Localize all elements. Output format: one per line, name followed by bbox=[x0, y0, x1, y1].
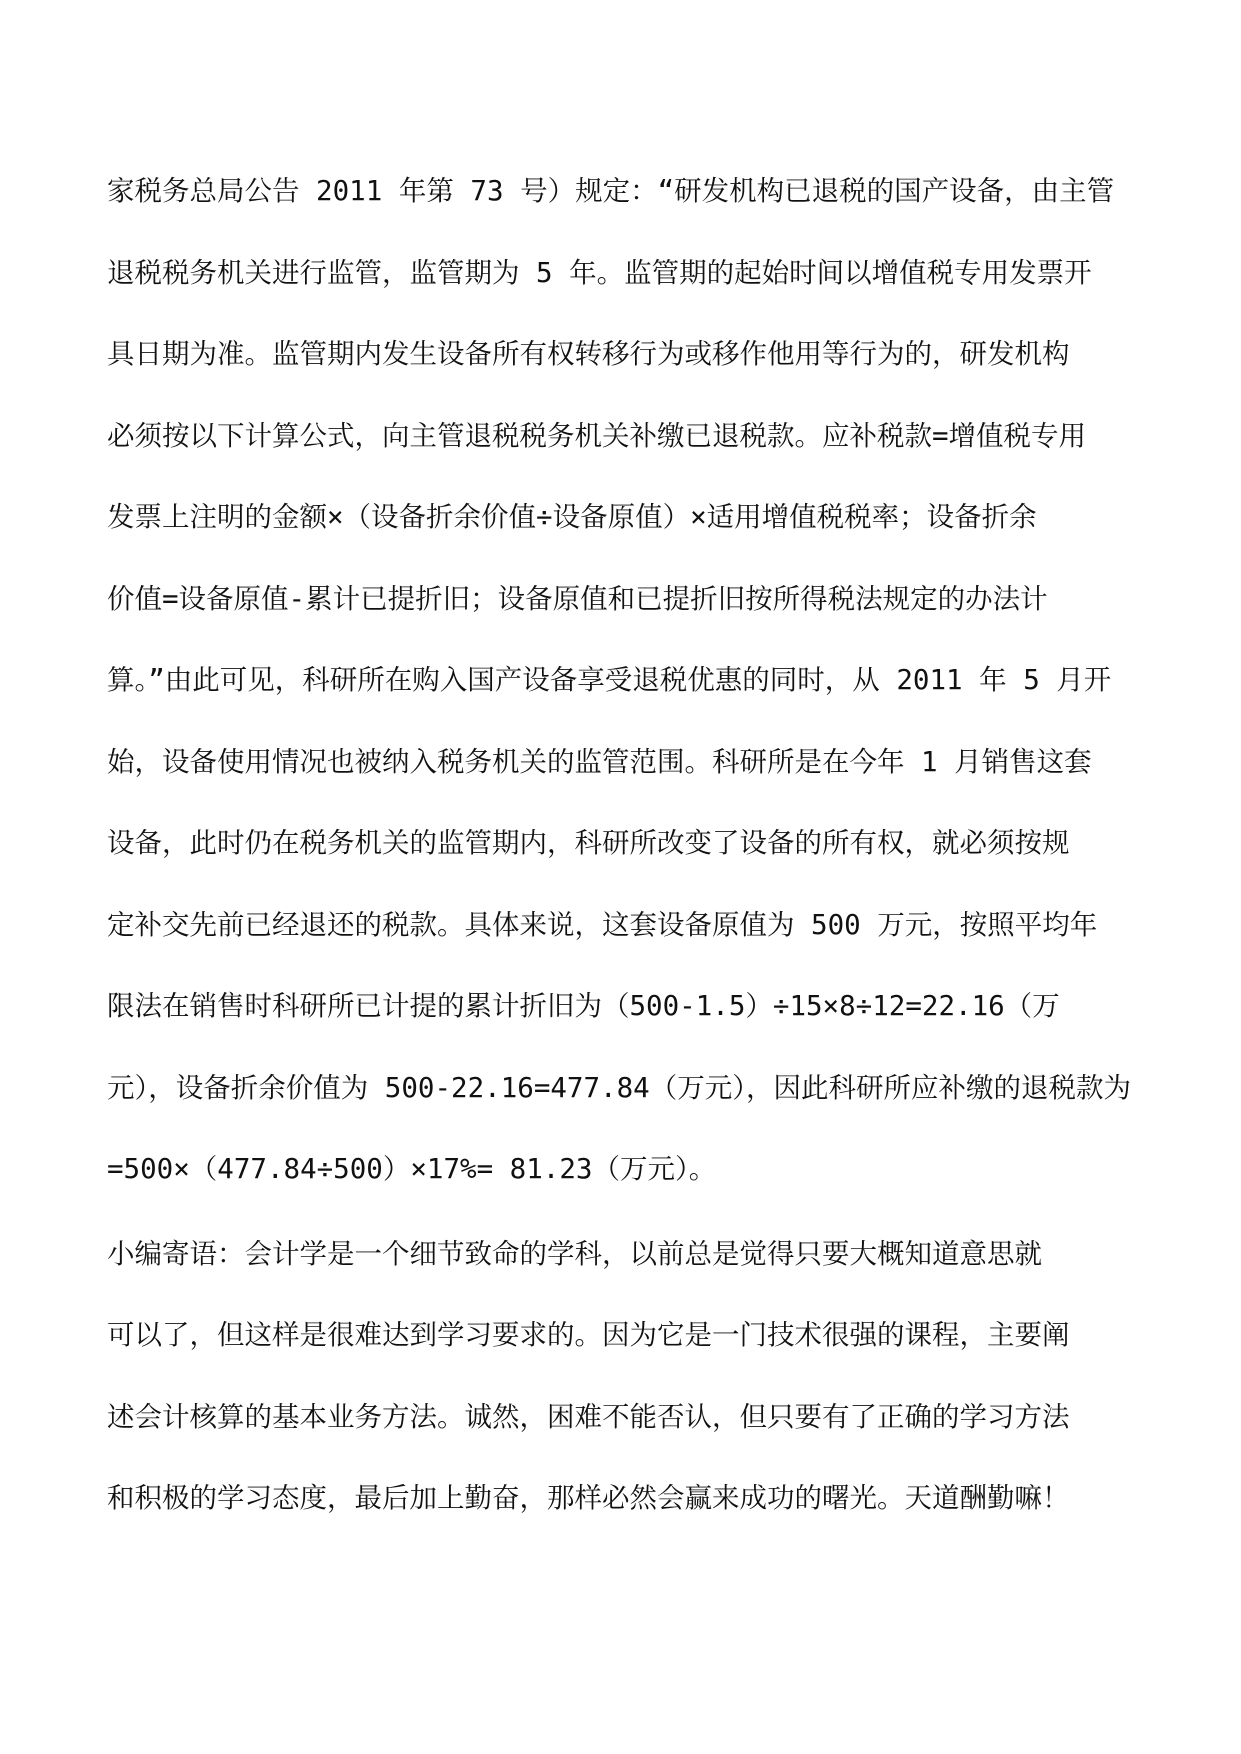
text-line: 定补交先前已经退还的税款。具体来说，这套设备原值为 500 万元，按照平均年 bbox=[107, 908, 1098, 941]
text-line: 算。”由此可见，科研所在购入国产设备享受退税优惠的同时，从 2011 年 5 月开 bbox=[107, 664, 1112, 696]
text-line: 可以了，但这样是很难达到学习要求的。因为它是一门技术很强的课程，主要阐 bbox=[107, 1319, 1070, 1351]
text-line: 家税务总局公告 2011 年第 73 号）规定：“研发机构已退税的国产设备，由主管 bbox=[107, 175, 1115, 207]
text-line: 元），设备折余价值为 500-22.16=477.84（万元），因此科研所应补缴的退税款为 bbox=[107, 1071, 1131, 1104]
text-line: 限法在销售时科研所已计提的累计折旧为（500-1.5）÷15×8÷12=22.16（万 bbox=[107, 990, 1060, 1022]
paragraph-start-line: 小编寄语：会计学是一个细节致命的学科，以前总是觉得只要大概知道意思就 bbox=[107, 1237, 1042, 1270]
text-line: 发票上注明的金额×（设备折余价值÷设备原值）×适用增值税税率；设备折余 bbox=[107, 501, 1037, 533]
text-line: 述会计核算的基本业务方法。诚然，困难不能否认，但只要有了正确的学习方法 bbox=[107, 1400, 1070, 1433]
text-line: 价值=设备原值-累计已提折旧；设备原值和已提折旧按所得税法规定的办法计 bbox=[107, 582, 1048, 615]
text-line: =500×（477.84÷500）×17%= 81.23（万元）。 bbox=[107, 1153, 717, 1185]
text-line: 具日期为准。监管期内发生设备所有权转移行为或移作他用等行为的，研发机构 bbox=[107, 338, 1070, 370]
text-line: 必须按以下计算公式，向主管退税税务机关补缴已退税款。应补税款=增值税专用 bbox=[107, 419, 1087, 452]
text-line: 始，设备使用情况也被纳入税务机关的监管范围。科研所是在今年 1 月销售这套 bbox=[107, 745, 1092, 778]
text-line: 设备，此时仍在税务机关的监管期内，科研所改变了设备的所有权，就必须按规 bbox=[107, 827, 1070, 859]
text-line: 退税税务机关进行监管，监管期为 5 年。监管期的起始时间以增值税专用发票开 bbox=[107, 256, 1092, 289]
body-text bbox=[107, 163, 1137, 1552]
text-line: 和积极的学习态度，最后加上勤奋，那样必然会赢来成功的曙光。天道酬勤嘛！ bbox=[107, 1482, 1070, 1514]
